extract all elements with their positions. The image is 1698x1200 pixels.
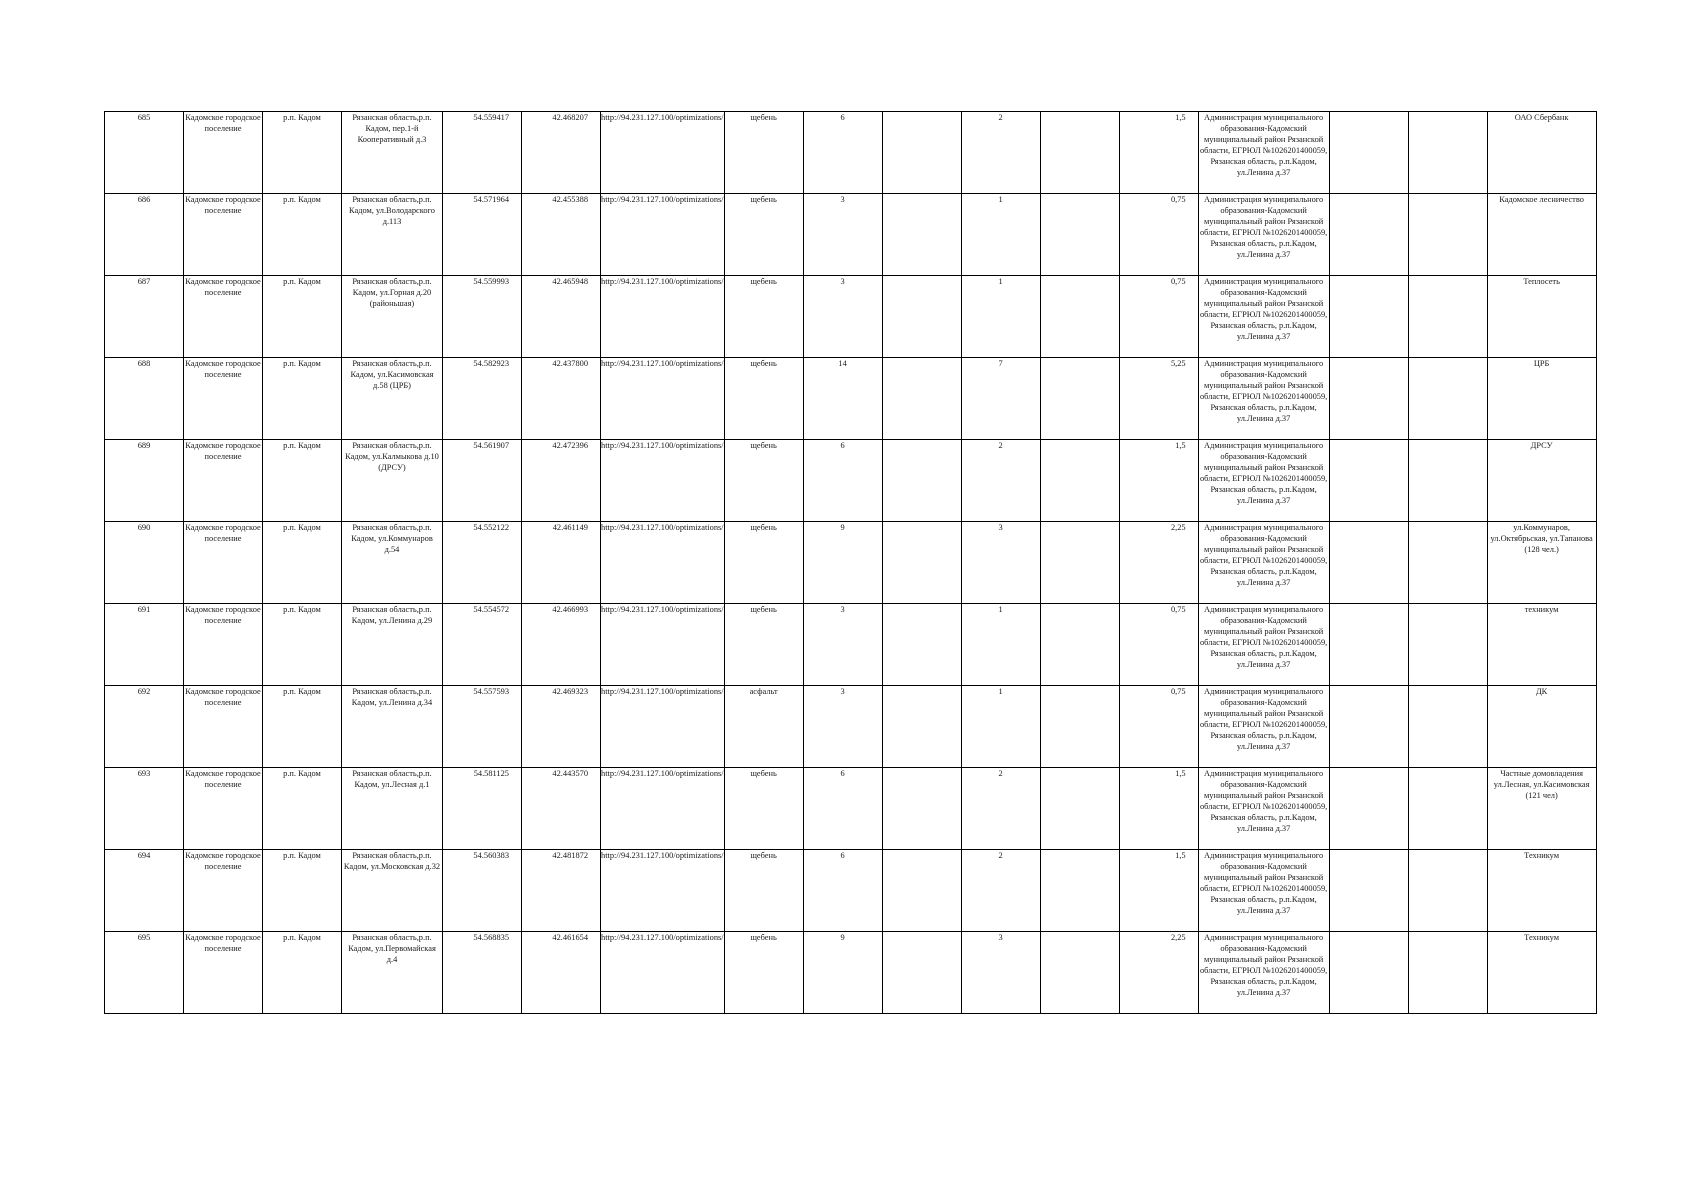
cell-containers: 1	[961, 276, 1040, 358]
cell-empty	[1040, 768, 1119, 850]
cell-waste-source: Кадомское лесничество	[1487, 194, 1596, 276]
cell-settlement: Кадомское городское поселение	[184, 276, 263, 358]
cell-address: Рязанская область,р.п. Кадом, ул.Ленина д.34	[342, 686, 443, 768]
table-row	[105, 276, 1597, 358]
cell-id: 691	[105, 604, 184, 686]
cell-volume: 5,25	[1119, 358, 1198, 440]
cell-locality: р.п. Кадом	[263, 276, 342, 358]
cell-empty	[1329, 932, 1408, 1014]
cell-locality: р.п. Кадом	[263, 604, 342, 686]
cell-owner: Администрация муниципального образования-Кадомский муниципальный район Рязанской области, ЕГРЮЛ №1026201400059, Рязанская область, р.п.Кадом, ул.Ленина д.37	[1198, 768, 1329, 850]
cell-waste-source: Техникум	[1487, 932, 1596, 1014]
cell-url: http://94.231.127.100/optimizations/	[601, 522, 725, 604]
cell-empty	[882, 194, 961, 276]
cell-address: Рязанская область,р.п. Кадом, ул.Ленина д.29	[342, 604, 443, 686]
cell-latitude: 54.561907	[443, 440, 522, 522]
cell-empty	[1040, 276, 1119, 358]
cell-url: http://94.231.127.100/optimizations/	[601, 686, 725, 768]
cell-surface: асфальт	[724, 686, 803, 768]
cell-id: 695	[105, 932, 184, 1014]
cell-area: 3	[803, 194, 882, 276]
cell-volume: 1,5	[1119, 440, 1198, 522]
cell-containers: 2	[961, 768, 1040, 850]
cell-empty	[1329, 768, 1408, 850]
cell-id: 692	[105, 686, 184, 768]
cell-empty	[882, 276, 961, 358]
cell-longitude: 42.466993	[522, 604, 601, 686]
cell-settlement: Кадомское городское поселение	[184, 850, 263, 932]
cell-volume: 0,75	[1119, 276, 1198, 358]
cell-empty	[882, 440, 961, 522]
cell-waste-source: техникум	[1487, 604, 1596, 686]
cell-empty	[1408, 604, 1487, 686]
cell-longitude: 42.461654	[522, 932, 601, 1014]
cell-volume: 1,5	[1119, 850, 1198, 932]
cell-latitude: 54.581125	[443, 768, 522, 850]
cell-owner: Администрация муниципального образования-Кадомский муниципальный район Рязанской области, ЕГРЮЛ №1026201400059, Рязанская область, р.п.Кадом, ул.Ленина д.37	[1198, 932, 1329, 1014]
cell-volume: 1,5	[1119, 112, 1198, 194]
table-row	[105, 686, 1597, 768]
cell-empty	[882, 522, 961, 604]
cell-containers: 1	[961, 194, 1040, 276]
cell-waste-source: ОАО Сбербанк	[1487, 112, 1596, 194]
cell-empty	[1040, 440, 1119, 522]
cell-longitude: 42.468207	[522, 112, 601, 194]
cell-owner: Администрация муниципального образования-Кадомский муниципальный район Рязанской области, ЕГРЮЛ №1026201400059, Рязанская область, р.п.Кадом, ул.Ленина д.37	[1198, 850, 1329, 932]
cell-empty	[1408, 850, 1487, 932]
cell-address: Рязанская область,р.п. Кадом, ул.Коммунаров д.54	[342, 522, 443, 604]
cell-owner: Администрация муниципального образования-Кадомский муниципальный район Рязанской области, ЕГРЮЛ №1026201400059, Рязанская область, р.п.Кадом, ул.Ленина д.37	[1198, 194, 1329, 276]
cell-longitude: 42.465948	[522, 276, 601, 358]
cell-latitude: 54.552122	[443, 522, 522, 604]
cell-address: Рязанская область,р.п. Кадом, пер.1-й Кооперативный д.3	[342, 112, 443, 194]
cell-address: Рязанская область,р.п. Кадом, ул.Московская д.32	[342, 850, 443, 932]
cell-url: http://94.231.127.100/optimizations/	[601, 850, 725, 932]
cell-empty	[882, 358, 961, 440]
cell-latitude: 54.582923	[443, 358, 522, 440]
cell-empty	[1040, 604, 1119, 686]
cell-settlement: Кадомское городское поселение	[184, 604, 263, 686]
cell-surface: щебень	[724, 112, 803, 194]
cell-containers: 7	[961, 358, 1040, 440]
table-row	[105, 194, 1597, 276]
cell-containers: 3	[961, 522, 1040, 604]
cell-locality: р.п. Кадом	[263, 850, 342, 932]
cell-surface: щебень	[724, 276, 803, 358]
cell-settlement: Кадомское городское поселение	[184, 358, 263, 440]
cell-waste-source: ЦРБ	[1487, 358, 1596, 440]
cell-locality: р.п. Кадом	[263, 768, 342, 850]
cell-settlement: Кадомское городское поселение	[184, 686, 263, 768]
cell-empty	[1329, 276, 1408, 358]
cell-empty	[1408, 932, 1487, 1014]
table-row	[105, 112, 1597, 194]
cell-settlement: Кадомское городское поселение	[184, 768, 263, 850]
cell-settlement: Кадомское городское поселение	[184, 440, 263, 522]
cell-empty	[1329, 112, 1408, 194]
cell-containers: 2	[961, 112, 1040, 194]
cell-empty	[882, 686, 961, 768]
cell-surface: щебень	[724, 440, 803, 522]
cell-longitude: 42.481872	[522, 850, 601, 932]
cell-locality: р.п. Кадом	[263, 358, 342, 440]
cell-area: 3	[803, 276, 882, 358]
cell-volume: 2,25	[1119, 932, 1198, 1014]
cell-volume: 0,75	[1119, 194, 1198, 276]
cell-longitude: 42.472396	[522, 440, 601, 522]
cell-id: 686	[105, 194, 184, 276]
cell-surface: щебень	[724, 522, 803, 604]
cell-url: http://94.231.127.100/optimizations/	[601, 768, 725, 850]
cell-settlement: Кадомское городское поселение	[184, 522, 263, 604]
cell-owner: Администрация муниципального образования-Кадомский муниципальный район Рязанской области, ЕГРЮЛ №1026201400059, Рязанская область, р.п.Кадом, ул.Ленина д.37	[1198, 358, 1329, 440]
cell-id: 689	[105, 440, 184, 522]
cell-empty	[1408, 440, 1487, 522]
table-row	[105, 522, 1597, 604]
cell-longitude: 42.461149	[522, 522, 601, 604]
registry-table	[104, 111, 1597, 1014]
cell-longitude: 42.455388	[522, 194, 601, 276]
cell-id: 688	[105, 358, 184, 440]
cell-empty	[882, 768, 961, 850]
cell-volume: 0,75	[1119, 604, 1198, 686]
cell-empty	[1040, 358, 1119, 440]
cell-empty	[1408, 768, 1487, 850]
cell-address: Рязанская область,р.п. Кадом, ул.Первомайская д.4	[342, 932, 443, 1014]
cell-area: 14	[803, 358, 882, 440]
cell-url: http://94.231.127.100/optimizations/	[601, 604, 725, 686]
cell-waste-source: Теплосеть	[1487, 276, 1596, 358]
cell-owner: Администрация муниципального образования-Кадомский муниципальный район Рязанской области, ЕГРЮЛ №1026201400059, Рязанская область, р.п.Кадом, ул.Ленина д.37	[1198, 440, 1329, 522]
cell-id: 693	[105, 768, 184, 850]
cell-surface: щебень	[724, 194, 803, 276]
cell-address: Рязанская область,р.п. Кадом, ул.Володарского д.113	[342, 194, 443, 276]
cell-settlement: Кадомское городское поселение	[184, 112, 263, 194]
cell-id: 690	[105, 522, 184, 604]
cell-area: 9	[803, 522, 882, 604]
cell-settlement: Кадомское городское поселение	[184, 932, 263, 1014]
cell-empty	[1329, 522, 1408, 604]
cell-containers: 1	[961, 686, 1040, 768]
cell-empty	[1040, 194, 1119, 276]
cell-waste-source: ДК	[1487, 686, 1596, 768]
cell-area: 6	[803, 440, 882, 522]
cell-volume: 2,25	[1119, 522, 1198, 604]
table-row	[105, 932, 1597, 1014]
table-row	[105, 604, 1597, 686]
cell-address: Рязанская область,р.п. Кадом, ул.Горная д.20 (районьшая)	[342, 276, 443, 358]
cell-containers: 3	[961, 932, 1040, 1014]
cell-empty	[1408, 194, 1487, 276]
cell-id: 694	[105, 850, 184, 932]
cell-waste-source: ул.Коммунаров, ул.Октябрьская, ул.Тапанова (128 чел.)	[1487, 522, 1596, 604]
cell-locality: р.п. Кадом	[263, 194, 342, 276]
table-row	[105, 850, 1597, 932]
cell-owner: Администрация муниципального образования-Кадомский муниципальный район Рязанской области, ЕГРЮЛ №1026201400059, Рязанская область, р.п.Кадом, ул.Ленина д.37	[1198, 604, 1329, 686]
cell-url: http://94.231.127.100/optimizations/	[601, 276, 725, 358]
cell-id: 685	[105, 112, 184, 194]
cell-empty	[1040, 112, 1119, 194]
cell-latitude: 54.557593	[443, 686, 522, 768]
cell-owner: Администрация муниципального образования-Кадомский муниципальный район Рязанской области, ЕГРЮЛ №1026201400059, Рязанская область, р.п.Кадом, ул.Ленина д.37	[1198, 276, 1329, 358]
cell-waste-source: Частные домовладения ул.Лесная, ул.Касимовская (121 чел)	[1487, 768, 1596, 850]
cell-containers: 2	[961, 850, 1040, 932]
cell-area: 3	[803, 604, 882, 686]
cell-empty	[1329, 358, 1408, 440]
cell-area: 6	[803, 112, 882, 194]
cell-surface: щебень	[724, 768, 803, 850]
cell-empty	[1040, 850, 1119, 932]
cell-empty	[1329, 686, 1408, 768]
cell-latitude: 54.559993	[443, 276, 522, 358]
cell-latitude: 54.571964	[443, 194, 522, 276]
cell-url: http://94.231.127.100/optimizations/	[601, 112, 725, 194]
cell-empty	[882, 604, 961, 686]
cell-empty	[1408, 522, 1487, 604]
cell-settlement: Кадомское городское поселение	[184, 194, 263, 276]
cell-volume: 0,75	[1119, 686, 1198, 768]
cell-empty	[1408, 112, 1487, 194]
cell-latitude: 54.559417	[443, 112, 522, 194]
cell-url: http://94.231.127.100/optimizations/	[601, 932, 725, 1014]
cell-empty	[1040, 522, 1119, 604]
cell-locality: р.п. Кадом	[263, 440, 342, 522]
cell-empty	[1040, 932, 1119, 1014]
cell-latitude: 54.554572	[443, 604, 522, 686]
cell-id: 687	[105, 276, 184, 358]
cell-area: 6	[803, 850, 882, 932]
cell-url: http://94.231.127.100/optimizations/	[601, 440, 725, 522]
cell-empty	[1408, 276, 1487, 358]
cell-longitude: 42.469323	[522, 686, 601, 768]
cell-containers: 2	[961, 440, 1040, 522]
cell-area: 6	[803, 768, 882, 850]
cell-empty	[1329, 440, 1408, 522]
cell-latitude: 54.568835	[443, 932, 522, 1014]
cell-empty	[882, 932, 961, 1014]
cell-empty	[1040, 686, 1119, 768]
cell-surface: щебень	[724, 358, 803, 440]
cell-area: 9	[803, 932, 882, 1014]
cell-empty	[1329, 850, 1408, 932]
cell-owner: Администрация муниципального образования-Кадомский муниципальный район Рязанской области, ЕГРЮЛ №1026201400059, Рязанская область, р.п.Кадом, ул.Ленина д.37	[1198, 112, 1329, 194]
cell-locality: р.п. Кадом	[263, 522, 342, 604]
cell-containers: 1	[961, 604, 1040, 686]
cell-empty	[882, 112, 961, 194]
cell-owner: Администрация муниципального образования-Кадомский муниципальный район Рязанской области, ЕГРЮЛ №1026201400059, Рязанская область, р.п.Кадом, ул.Ленина д.37	[1198, 522, 1329, 604]
cell-longitude: 42.443570	[522, 768, 601, 850]
cell-empty	[1408, 358, 1487, 440]
cell-waste-source: ДРСУ	[1487, 440, 1596, 522]
cell-locality: р.п. Кадом	[263, 112, 342, 194]
cell-waste-source: Техникум	[1487, 850, 1596, 932]
cell-owner: Администрация муниципального образования-Кадомский муниципальный район Рязанской области, ЕГРЮЛ №1026201400059, Рязанская область, р.п.Кадом, ул.Ленина д.37	[1198, 686, 1329, 768]
table-row	[105, 440, 1597, 522]
cell-empty	[1329, 604, 1408, 686]
cell-area: 3	[803, 686, 882, 768]
cell-volume: 1,5	[1119, 768, 1198, 850]
cell-address: Рязанская область,р.п. Кадом, ул.Калмыкова д.10 (ДРСУ)	[342, 440, 443, 522]
cell-surface: щебень	[724, 850, 803, 932]
cell-longitude: 42.437800	[522, 358, 601, 440]
table-row	[105, 768, 1597, 850]
cell-surface: щебень	[724, 604, 803, 686]
cell-latitude: 54.560383	[443, 850, 522, 932]
cell-url: http://94.231.127.100/optimizations/	[601, 194, 725, 276]
table-row	[105, 358, 1597, 440]
cell-address: Рязанская область,р.п. Кадом, ул.Касимовская д.58 (ЦРБ)	[342, 358, 443, 440]
cell-surface: щебень	[724, 932, 803, 1014]
cell-empty	[882, 850, 961, 932]
cell-locality: р.п. Кадом	[263, 686, 342, 768]
cell-empty	[1329, 194, 1408, 276]
cell-address: Рязанская область,р.п. Кадом, ул.Лесная д.1	[342, 768, 443, 850]
cell-locality: р.п. Кадом	[263, 932, 342, 1014]
cell-empty	[1408, 686, 1487, 768]
cell-url: http://94.231.127.100/optimizations/	[601, 358, 725, 440]
table-body	[105, 112, 1597, 1014]
